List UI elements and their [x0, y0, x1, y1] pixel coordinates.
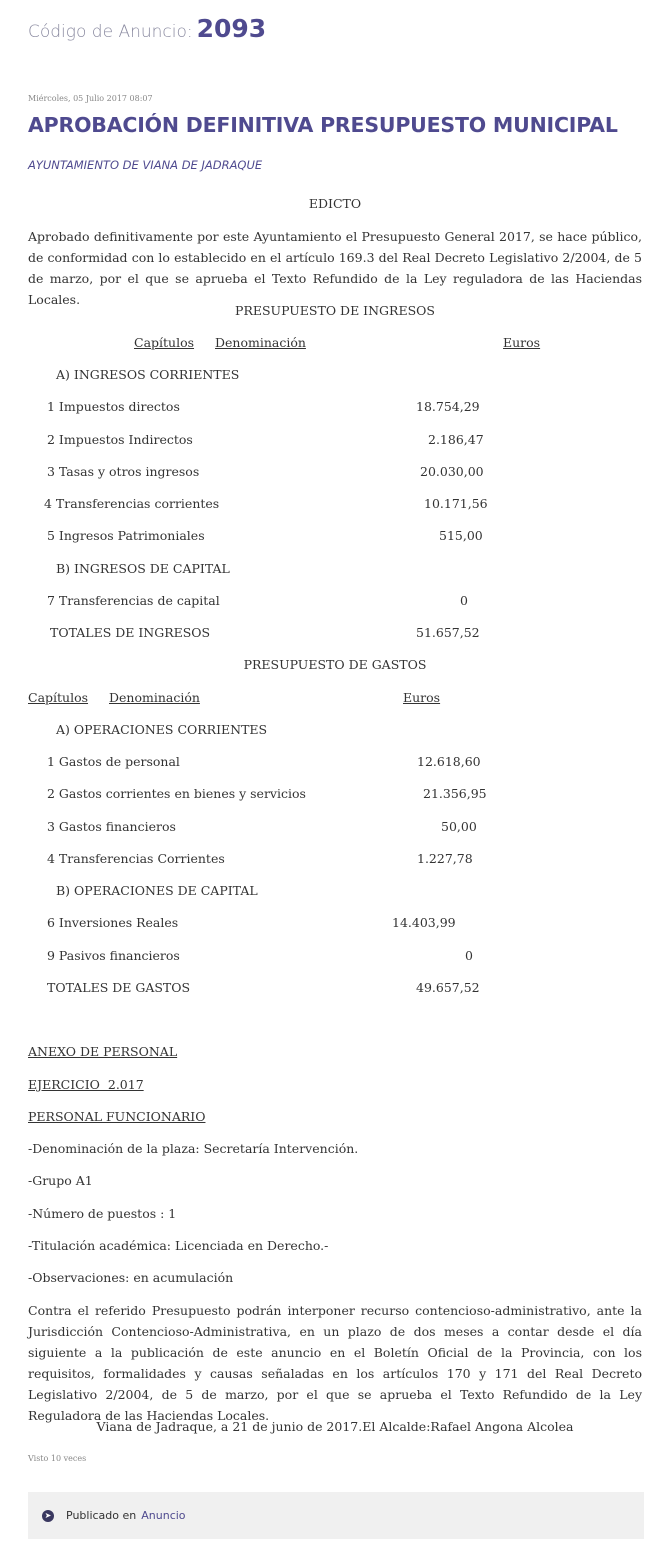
ingresos-seccion-b: B) INGRESOS DE CAPITAL — [56, 561, 230, 576]
ingresos-row-label: 5 Ingresos Patrimoniales — [47, 528, 205, 543]
gastos-row-value: 21.356,95 — [423, 786, 487, 801]
gastos-row-label: 4 Transferencias Corrientes — [47, 851, 225, 866]
gastos-col-capitulos: Capítulos — [28, 690, 89, 705]
ingresos-row-value: 20.030,00 — [420, 464, 484, 479]
page-title: APROBACIÓN DEFINITIVA PRESUPUESTO MUNICIPAL — [28, 113, 618, 137]
anexo-linea: -Denominación de la plaza: Secretaría Intervención. — [28, 1141, 359, 1156]
recurso-paragraph: Contra el referido Presupuesto podrán interponer recurso contencioso-administrativo, ante la Jurisdicción Contencioso-Administrativa, en un plazo de dos meses a contar desde el día siguiente a la publicación de este anuncio en el Boletín Oficial de la Provincia, con los requisitos, formalidades y causas señaladas en los artículos 170 y 171 del Real Decreto Legislativo 2/2004, de 5 de marzo, por el que se aprueba el Texto Refundido de la Ley Reguladora de las Haciendas Locales. — [28, 1303, 642, 1423]
organismo: AYUNTAMIENTO DE VIANA DE JADRAQUE — [28, 158, 263, 172]
ingresos-row-value: 10.171,56 — [424, 496, 488, 511]
gastos-row-label: 1 Gastos de personal — [47, 754, 180, 769]
ingresos-row-label: 7 Transferencias de capital — [47, 593, 220, 608]
firma: Viana de Jadraque, a 21 de junio de 2017.El Alcalde:Rafael Angona Alcolea — [96, 1419, 574, 1434]
anexo-linea: -Grupo A1 — [28, 1173, 93, 1188]
ingresos-row-value: 18.754,29 — [416, 399, 480, 414]
gastos-totales-label: TOTALES DE GASTOS — [47, 980, 191, 995]
gastos-row-value: 14.403,99 — [392, 915, 456, 930]
anexo-title: ANEXO DE PERSONAL — [28, 1044, 178, 1059]
publicado-label: Publicado en — [66, 1509, 137, 1522]
view-count: Visto 10 veces — [28, 1454, 87, 1463]
ingresos-col-euros: Euros — [503, 335, 541, 350]
ingresos-row-label: 4 Transferencias corrientes — [44, 496, 220, 511]
category-link[interactable]: Anuncio — [141, 1509, 186, 1522]
anexo-personal: PERSONAL FUNCIONARIO — [28, 1109, 206, 1124]
ingresos-col-denominacion: Denominación — [215, 335, 306, 350]
anexo-linea: -Observaciones: en acumulación — [28, 1270, 234, 1285]
gastos-totales-value: 49.657,52 — [416, 980, 480, 995]
gastos-row-value: 1.227,78 — [417, 851, 473, 866]
anexo-ejercicio: EJERCICIO 2.017 — [28, 1077, 144, 1092]
ingresos-row-label: 1 Impuestos directos — [47, 399, 180, 414]
anexo-linea: -Titulación académica: Licenciada en Derecho.- — [28, 1238, 329, 1253]
anexo-linea: -Número de puestos : 1 — [28, 1206, 177, 1221]
gastos-title: PRESUPUESTO DE GASTOS — [243, 657, 427, 672]
ingresos-row-value: 0 — [460, 593, 468, 608]
gastos-row-label: 6 Inversiones Reales — [47, 915, 179, 930]
ingresos-totales-label: TOTALES DE INGRESOS — [50, 625, 211, 640]
gastos-row-value: 12.618,60 — [417, 754, 481, 769]
gastos-row-value: 50,00 — [441, 819, 477, 834]
ingresos-col-capitulos: Capítulos — [134, 335, 195, 350]
gastos-seccion-a: A) OPERACIONES CORRIENTES — [56, 722, 268, 737]
gastos-col-denominacion: Denominación — [109, 690, 200, 705]
ingresos-row-value: 515,00 — [439, 528, 483, 543]
intro-paragraph: Aprobado definitivamente por este Ayuntamiento el Presupuesto General 2017, se hace público, de conformidad con lo establecido en el artículo 169.3 del Real Decreto Legislativo 2/2004, de 5 de marzo, por el que se aprueba el Texto Refundido de la Ley reguladora de las Haciendas Locales. — [28, 229, 642, 307]
ingresos-totales-value: 51.657,52 — [416, 625, 480, 640]
ingresos-row-value: 2.186,47 — [428, 432, 484, 447]
ingresos-row-label: 3 Tasas y otros ingresos — [47, 464, 200, 479]
published-in-bar — [28, 1492, 644, 1539]
codigo-anuncio — [28, 14, 266, 43]
gastos-row-label: 2 Gastos corrientes en bienes y servicios — [47, 786, 306, 801]
gastos-row-label: 3 Gastos financieros — [47, 819, 176, 834]
ingresos-seccion-a: A) INGRESOS CORRIENTES — [56, 367, 240, 382]
ingresos-title: PRESUPUESTO DE INGRESOS — [235, 303, 435, 318]
publication-date: Miércoles, 05 Julio 2017 08:07 — [28, 94, 153, 103]
gastos-row-label: 9 Pasivos financieros — [47, 948, 180, 963]
gastos-seccion-b: B) OPERACIONES DE CAPITAL — [56, 883, 258, 898]
gastos-row-value: 0 — [465, 948, 473, 963]
arrow-right-circle-icon: ➤ — [42, 1510, 54, 1522]
codigo-numero: 2093 — [196, 14, 267, 43]
codigo-label: Código de Anuncio: — [28, 22, 193, 42]
gastos-col-euros: Euros — [403, 690, 441, 705]
ingresos-row-label: 2 Impuestos Indirectos — [47, 432, 193, 447]
edicto-heading: EDICTO — [308, 196, 362, 211]
